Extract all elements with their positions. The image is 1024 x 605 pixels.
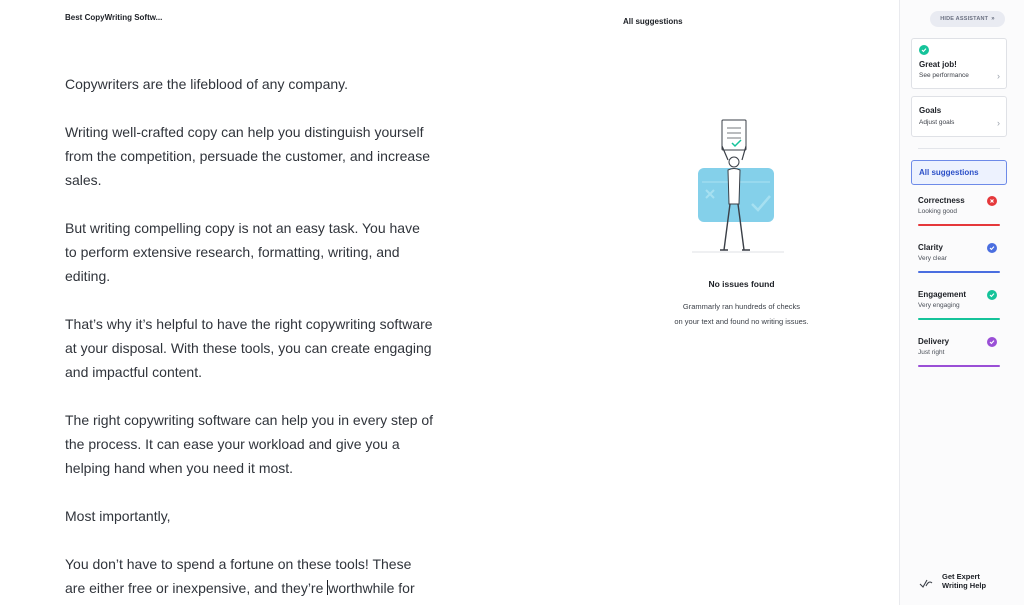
- category-name: Correctness: [918, 196, 965, 205]
- performance-title: Great job!: [919, 60, 957, 69]
- performance-card[interactable]: [911, 38, 1007, 89]
- paragraph[interactable]: [65, 552, 435, 600]
- category-name: Clarity: [918, 243, 943, 252]
- hide-assistant-label: HIDE ASSISTANT: [940, 16, 989, 22]
- paragraph-text[interactable]: You don’t have to spend a fortune on these tools! These are either free or inexpensive, and they’re: [65, 556, 412, 596]
- text-editor[interactable]: [65, 72, 435, 605]
- goals-title: Goals: [919, 106, 942, 115]
- category-name: Delivery: [918, 337, 950, 346]
- paragraph[interactable]: Copywriters are the lifeblood of any company.: [65, 76, 348, 92]
- category-progress-bar: [918, 365, 1000, 367]
- no-issues-line: Grammarly ran hundreds of checks: [682, 302, 801, 311]
- category-engagement[interactable]: [918, 290, 1000, 320]
- adjust-goals-link[interactable]: Adjust goals: [919, 119, 955, 126]
- assistant-sidebar: [899, 0, 1024, 605]
- category-name: Engagement: [918, 290, 967, 299]
- expert-writing-help-label: [942, 572, 986, 590]
- paragraph[interactable]: Writing well-crafted copy can help you distinguish yourself from the competition, persuade the customer, and increase sales.: [65, 124, 430, 188]
- category-status: Looking good: [918, 208, 958, 215]
- paragraph[interactable]: Most importantly,: [65, 508, 171, 524]
- category-progress-bar: [918, 318, 1000, 320]
- check-circle-icon: [919, 45, 929, 55]
- hide-assistant-button[interactable]: [930, 11, 1005, 27]
- see-performance-link[interactable]: See performance: [919, 72, 969, 79]
- category-progress-bar: [918, 271, 1000, 273]
- paragraph-text[interactable]: worthwhile for: [328, 580, 415, 596]
- category-correctness[interactable]: [918, 196, 1000, 226]
- category-delivery[interactable]: [918, 337, 1000, 367]
- no-issues-line: on your text and found no writing issues.: [674, 317, 809, 326]
- double-chevron-right-icon: »: [991, 16, 995, 22]
- expert-writing-help-button[interactable]: [918, 572, 1008, 594]
- expert-signature-icon: [918, 574, 934, 590]
- no-issues-title: No issues found: [708, 279, 775, 289]
- paragraph[interactable]: But writing compelling copy is not an easy task. You have to perform extensive research, formatting, writing, and editing.: [65, 220, 420, 284]
- paragraph[interactable]: The right copywriting software can help you in every step of the process. It can ease your workload and give you a helping hand when you need it most.: [65, 412, 434, 476]
- chevron-right-icon: ›: [997, 71, 1000, 81]
- check-icon: [987, 337, 997, 347]
- check-icon: [987, 243, 997, 253]
- no-issues-description: [640, 299, 843, 329]
- chevron-right-icon: ›: [997, 118, 1000, 128]
- suggestions-panel-title: All suggestions: [623, 17, 683, 26]
- all-suggestions-tab[interactable]: All suggestions: [911, 160, 1007, 185]
- check-icon: [987, 290, 997, 300]
- category-progress-bar: [918, 224, 1000, 226]
- category-status: Just right: [918, 349, 945, 356]
- expert-label-line: Writing Help: [942, 581, 987, 590]
- divider: [918, 148, 1000, 149]
- category-status: Very engaging: [918, 302, 960, 309]
- paragraph[interactable]: That’s why it’s helpful to have the right copywriting software at your disposal. With these tools, you can create engaging and impactful content.: [65, 316, 433, 380]
- expert-label-line: Get Expert: [942, 572, 980, 581]
- document-title[interactable]: Best CopyWriting Softw...: [65, 13, 163, 22]
- category-status: Very clear: [918, 255, 947, 262]
- goals-card[interactable]: [911, 96, 1007, 137]
- category-clarity[interactable]: [918, 243, 1000, 273]
- no-issues-illustration: [692, 112, 784, 257]
- alert-icon: [987, 196, 997, 206]
